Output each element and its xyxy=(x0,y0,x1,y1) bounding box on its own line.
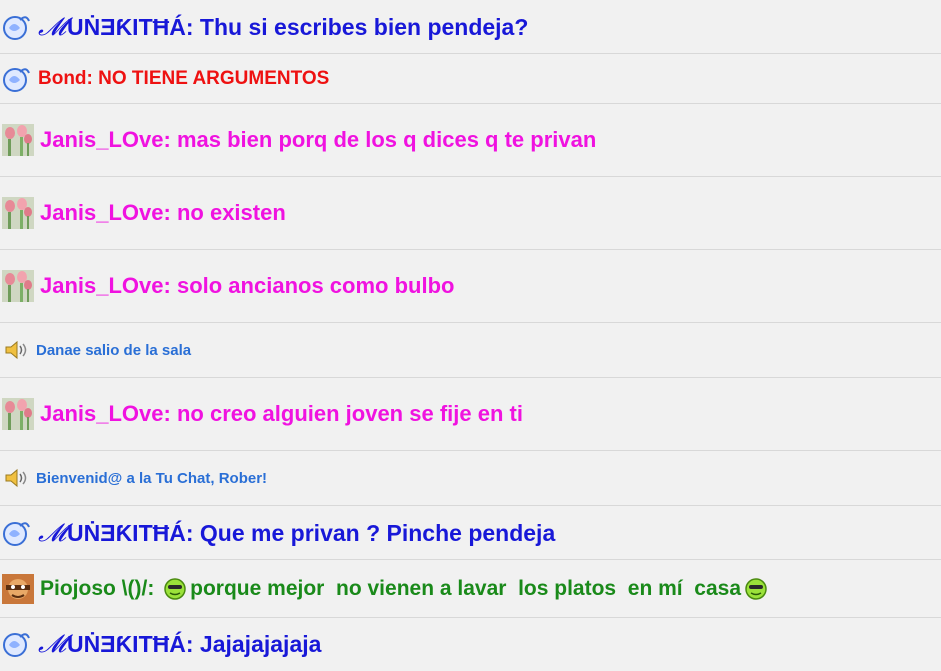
speaker-icon xyxy=(4,468,30,488)
separator: : xyxy=(185,519,200,546)
username[interactable]: UṄƎƘITĦÁ xyxy=(67,519,186,546)
msn-butterfly-icon xyxy=(2,64,32,94)
system-text: Danae salio de la sala xyxy=(36,341,192,359)
username-prefix: 𝓜 xyxy=(38,628,67,658)
separator: : xyxy=(185,630,200,657)
chat-message xyxy=(0,104,941,177)
message-text: mas bien porq de los q dices q te privan xyxy=(176,127,597,152)
username[interactable]: UṄƎƘITĦÁ xyxy=(67,13,186,40)
separator: : xyxy=(147,576,161,600)
separator: : xyxy=(163,127,177,152)
message-text: Que me privan ? Pinche pendeja xyxy=(199,519,556,546)
separator: : xyxy=(163,401,177,426)
username[interactable]: Janis_LOve xyxy=(40,200,164,225)
username[interactable]: Bond xyxy=(38,67,87,89)
username[interactable]: Janis_LOve xyxy=(40,401,164,426)
message-text: no creo alguien joven se fije en ti xyxy=(176,401,523,426)
username[interactable]: Janis_LOve xyxy=(40,127,164,152)
separator: : xyxy=(185,13,200,40)
chat-message xyxy=(0,506,941,560)
tulip-avatar-icon xyxy=(2,124,34,156)
separator: : xyxy=(86,67,99,89)
chat-message xyxy=(0,54,941,104)
msn-butterfly-icon xyxy=(2,629,32,659)
message-text: solo ancianos como bulbo xyxy=(176,273,455,298)
username[interactable]: UṄƎƘITĦÁ xyxy=(67,630,186,657)
username[interactable]: Piojoso \()/ xyxy=(40,576,148,600)
message-text: Jajajajajaja xyxy=(199,630,322,657)
separator: : xyxy=(163,273,177,298)
chat-message xyxy=(0,0,941,54)
message-text: Thu si escribes bien pendeja? xyxy=(199,13,529,40)
username[interactable]: Janis_LOve xyxy=(40,273,164,298)
system-message xyxy=(0,323,941,378)
speaker-icon xyxy=(4,340,30,360)
chat-message xyxy=(0,250,941,323)
username-prefix: 𝓜 xyxy=(38,517,67,547)
tulip-avatar-icon xyxy=(2,270,34,302)
chat-message xyxy=(0,378,941,451)
tulip-avatar-icon xyxy=(2,197,34,229)
separator: : xyxy=(163,200,177,225)
system-message xyxy=(0,451,941,506)
cool-smiley-icon xyxy=(164,578,186,600)
cool-smiley-icon xyxy=(745,578,767,600)
system-text: Bienvenid@ a la Tu Chat, Rober! xyxy=(36,469,268,487)
msn-butterfly-icon xyxy=(2,518,32,548)
username-prefix: 𝓜 xyxy=(38,11,67,41)
chat-message xyxy=(0,560,941,618)
tulip-avatar-icon xyxy=(2,398,34,430)
message-text: no existen xyxy=(176,200,286,225)
piojoso-avatar-icon xyxy=(2,574,34,604)
msn-butterfly-icon xyxy=(2,12,32,42)
chat-message xyxy=(0,177,941,250)
message-text: NO TIENE ARGUMENTOS xyxy=(98,67,330,89)
message-text: porque mejor no vienen a lavar los platos en mí casa xyxy=(190,576,742,600)
chat-message xyxy=(0,618,941,669)
